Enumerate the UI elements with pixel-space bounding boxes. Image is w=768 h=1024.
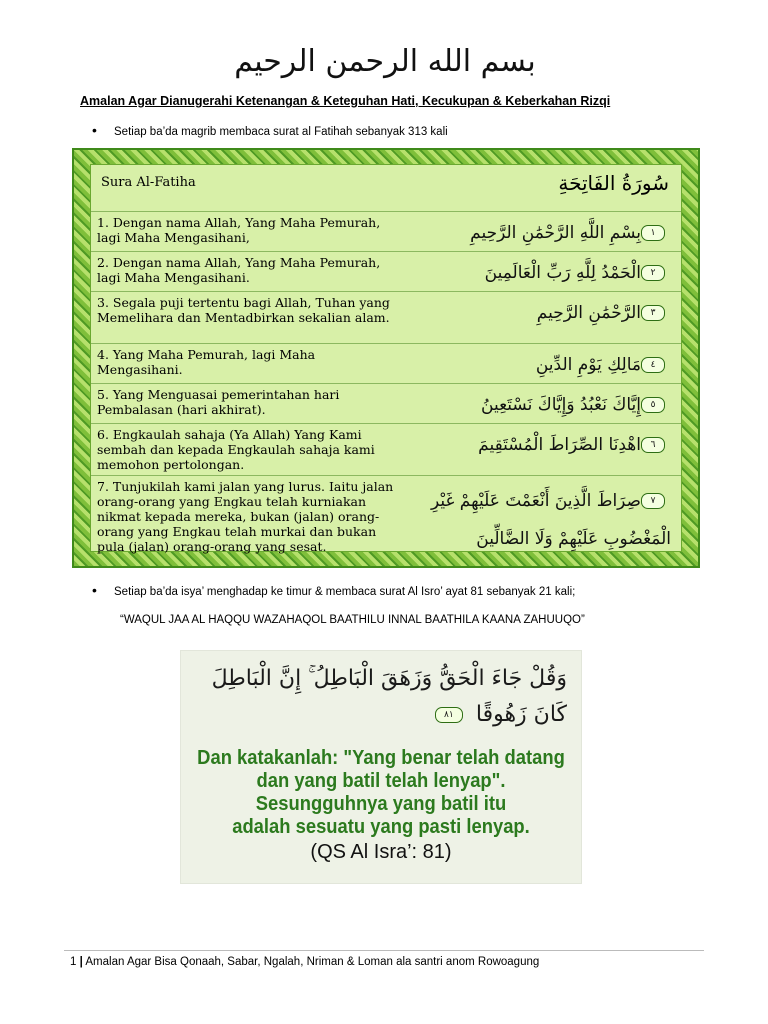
verse-arabic-text: إِيَّاكَ نَعْبُدُ وَإِيَّاكَ نَسْتَعِينُ bbox=[481, 395, 641, 415]
page-number: 1 bbox=[70, 956, 77, 968]
fatiha-panel bbox=[72, 148, 700, 568]
bullet-icon: • bbox=[92, 582, 97, 598]
verse-row bbox=[91, 423, 681, 474]
translation-line: Sesungguhnya yang batil itu bbox=[255, 793, 507, 815]
ayah-number-icon: ٥ bbox=[641, 397, 665, 413]
ayah-number-icon: ٤ bbox=[641, 357, 665, 373]
verse-row bbox=[91, 475, 681, 556]
ayah-number-icon: ٧ bbox=[641, 493, 665, 509]
fatiha-content bbox=[90, 164, 682, 552]
verse-row bbox=[91, 383, 681, 422]
verse-arabic bbox=[401, 390, 671, 420]
verse-arabic-text: صِرَاطَ الَّذِينَ أَنْعَمْتَ عَلَيْهِمْ غَيْرِ الْمَغْضُوبِ عَلَيْهِمْ وَلَا الضَّالِّينَ bbox=[430, 491, 671, 549]
isra-verse-image bbox=[180, 650, 582, 884]
verse-arabic bbox=[401, 482, 671, 558]
verse-translation: 7. Tunjukilah kami jalan yang lurus. Iaitu jalan orang-orang yang Engkau telah kurniakan nikmat kepada mereka, bukan (jalan) orang-orang yang Engkau telah murkai dan bukan pula (jalan) orang-orang yang sesat. bbox=[97, 479, 394, 554]
sura-title: Sura Al-Fatiha bbox=[101, 175, 196, 190]
bullet-item-fatihah bbox=[92, 122, 448, 138]
verse-row bbox=[91, 251, 681, 290]
verse-translation: 5. Yang Menguasai pemerintahan hari Pembalasan (hari akhirat). bbox=[97, 387, 340, 417]
verse-translation: 1. Dengan nama Allah, Yang Maha Pemurah, lagi Maha Mengasihani, bbox=[97, 215, 381, 245]
ayah-number-icon: ٨١ bbox=[435, 707, 463, 723]
translation-line: dan yang batil telah lenyap". bbox=[256, 770, 506, 792]
isra-reference: (QS Al Isra’: 81) bbox=[310, 841, 452, 863]
sura-title-arabic: سُورَةُ الفَاتِحَةِ bbox=[558, 171, 669, 195]
verse-arabic bbox=[401, 430, 671, 460]
translation-line: adalah sesuatu yang pasti lenyap. bbox=[232, 816, 530, 838]
verse-arabic bbox=[401, 298, 671, 328]
bismillah-calligraphy: بسم الله الرحمن الرحيم bbox=[234, 44, 536, 79]
verse-row bbox=[91, 343, 681, 382]
isra-arabic-text bbox=[195, 661, 567, 733]
ayah-number-icon: ٦ bbox=[641, 437, 665, 453]
footer-text: Amalan Agar Bisa Qonaah, Sabar, Ngalah, Nriman & Loman ala santri anom Rowoagung bbox=[85, 956, 540, 968]
verse-arabic-text: الْحَمْدُ لِلَّهِ رَبِّ الْعَالَمِينَ bbox=[484, 263, 641, 283]
verse-arabic-text: الرَّحْمَٰنِ الرَّحِيمِ bbox=[536, 303, 641, 323]
translation-line: Dan katakanlah: "Yang benar telah datang bbox=[197, 747, 565, 769]
verse-arabic bbox=[401, 350, 671, 380]
verse-row bbox=[91, 211, 681, 250]
verse-arabic-text: اهْدِنَا الصِّرَاطَ الْمُسْتَقِيمَ bbox=[478, 435, 641, 455]
verse-translation: 3. Segala puji tertentu bagi Allah, Tuhan yang Memelihara dan Mentadbirkan sekalian alam. bbox=[97, 295, 390, 325]
verse-arabic bbox=[401, 218, 671, 248]
bullet-text: Setiap ba’da isya’ menghadap ke timur & membaca surat Al Isro’ ayat 81 sebanyak 21 kali; bbox=[114, 586, 576, 598]
verse-translation: 4. Yang Maha Pemurah, lagi Maha Mengasihani. bbox=[97, 347, 316, 377]
bullet-item-isra bbox=[92, 582, 575, 598]
verse-arabic bbox=[401, 258, 671, 288]
fatiha-header bbox=[97, 171, 675, 211]
ayah-number-icon: ٣ bbox=[641, 305, 665, 321]
verse-translation: 2. Dengan nama Allah, Yang Maha Pemurah, lagi Maha Mengasihani. bbox=[97, 255, 381, 285]
footer-separator: | bbox=[79, 956, 83, 968]
page-footer bbox=[70, 956, 710, 968]
verse-arabic-text: مَالِكِ يَوْمِ الدِّينِ bbox=[535, 355, 641, 375]
ayah-number-icon: ١ bbox=[641, 225, 665, 241]
verse-row bbox=[91, 291, 681, 342]
page-title: Amalan Agar Dianugerahi Ketenangan & Keteguhan Hati, Kecukupan & Keberkahan Rizqi bbox=[80, 94, 611, 108]
bullet-icon: • bbox=[92, 122, 97, 138]
bullet-text: Setiap ba’da magrib membaca surat al Fatihah sebanyak 313 kali bbox=[114, 126, 448, 138]
footer-divider bbox=[64, 950, 704, 951]
ayah-number-icon: ٢ bbox=[641, 265, 665, 281]
isra-arabic-verse: وَقُلْ جَاءَ الْحَقُّ وَزَهَقَ الْبَاطِلُ ۚ إِنَّ الْبَاطِلَ كَانَ زَهُوقًا bbox=[211, 666, 567, 727]
verse-arabic-text: بِسْمِ اللَّهِ الرَّحْمَٰنِ الرَّحِيمِ bbox=[470, 223, 641, 243]
isra-translation bbox=[197, 747, 565, 839]
transliteration-quote: “WAQUL JAA AL HAQQU WAZAHAQOL BAATHILU INNAL BAATHILA KAANA ZAHUUQO” bbox=[120, 614, 585, 626]
verse-translation: 6. Engkaulah sahaja (Ya Allah) Yang Kami sembah dan kepada Engkaulah sahaja kami memohon pertolongan. bbox=[97, 427, 375, 472]
